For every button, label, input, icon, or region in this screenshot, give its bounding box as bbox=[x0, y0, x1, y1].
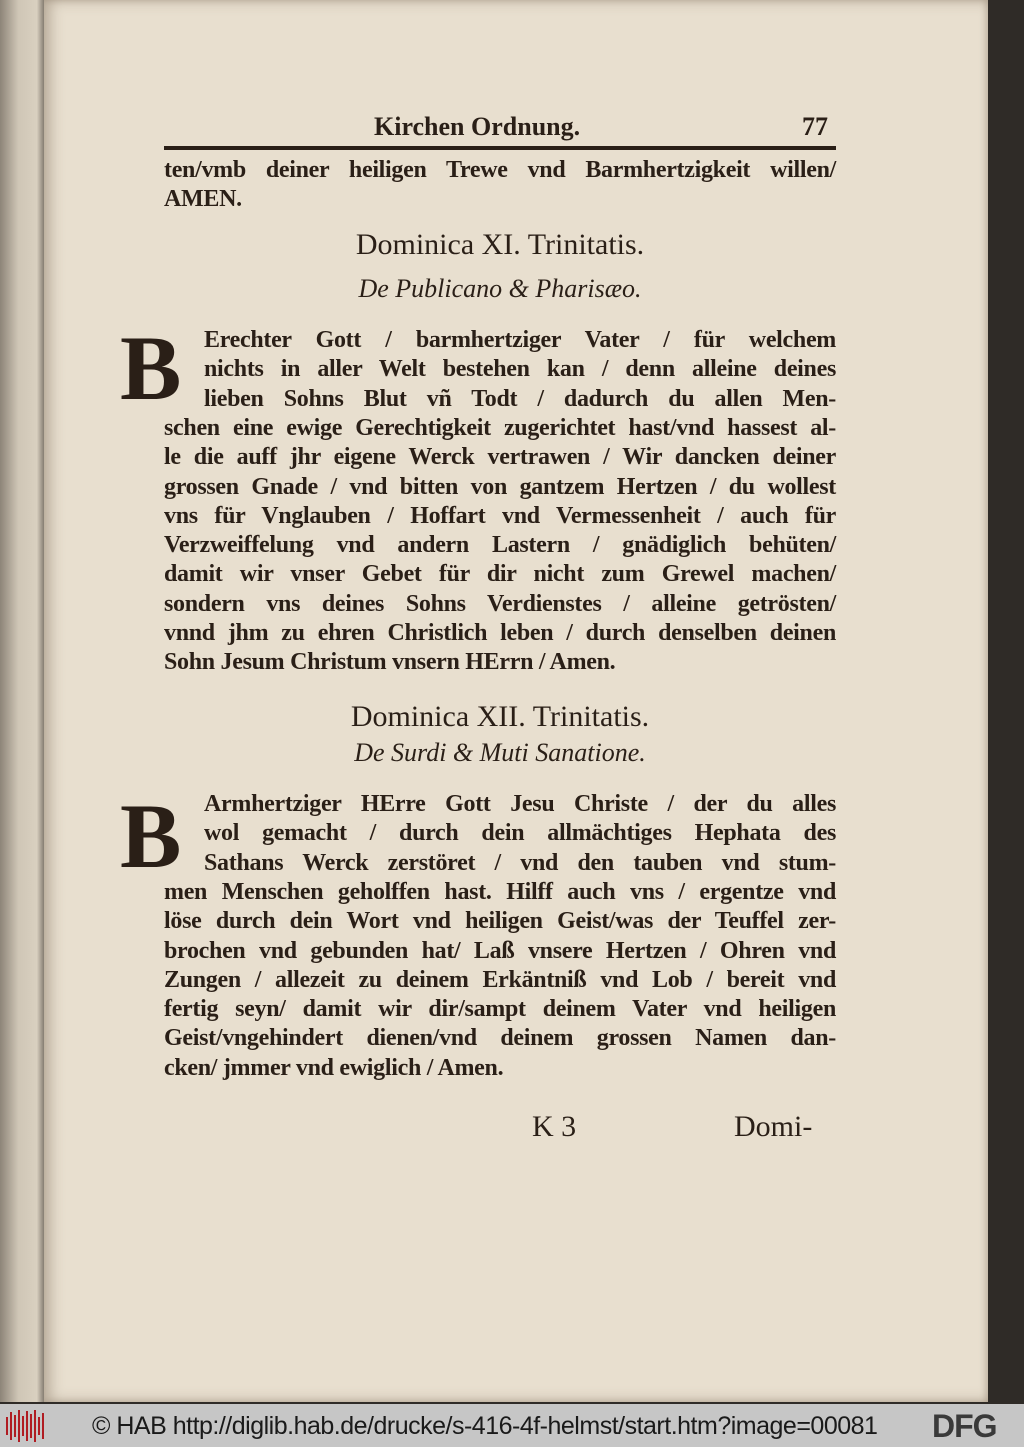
text-line: vnnd jhm zu ehren Christlich leben / durch denselben deinen bbox=[164, 620, 836, 646]
text-line: damit wir vnser Gebet für dir nicht zum Grewel machen/ bbox=[164, 561, 836, 588]
text-line: schen eine ewige Gerechtigkeit zugerichtet hast/vnd hassest al- bbox=[164, 414, 836, 441]
text-line: sondern vns deines Sohns Verdienstes / alleine getrösten/ bbox=[164, 590, 836, 617]
text-line: nichts in aller Welt bestehen kan / denn alleine deines bbox=[204, 356, 836, 383]
section-title: Dominica XII. Trinitatis. bbox=[350, 700, 650, 733]
text-line: Verzweiffelung vnd andern Lastern / gnädiglich behüten/ bbox=[164, 532, 836, 559]
text-line: Armhertziger HErre Gott Jesu Christe / der du alles bbox=[204, 791, 836, 817]
text-line: wol gemacht / durch dein allmächtiges Hephata des bbox=[204, 820, 836, 847]
text-line: löse durch dein Wort vnd heiligen Geist/was der Teuffel zer- bbox=[164, 908, 836, 935]
section-title: Dominica XI. Trinitatis. bbox=[355, 228, 645, 261]
drop-initial: B bbox=[120, 785, 182, 887]
text-line: cken/ jmmer vnd ewiglich / Amen. bbox=[164, 1054, 504, 1081]
text-line: Geist/vngehindert dienen/vnd deinem grossen Namen dan- bbox=[164, 1025, 836, 1052]
book-page bbox=[44, 0, 988, 1402]
catchword: Domi- bbox=[734, 1110, 813, 1143]
copyright-link[interactable]: © HAB http://diglib.hab.de/drucke/s-416-4f-helmst/start.htm?image=00081 bbox=[92, 1412, 878, 1440]
page-number: 77 bbox=[802, 112, 828, 141]
hab-logo-icon bbox=[6, 1410, 46, 1442]
drop-initial: B bbox=[120, 317, 182, 419]
section-subtitle: De Publicano & Pharisæo. bbox=[358, 274, 642, 303]
running-head: Kirchen Ordnung. bbox=[374, 112, 581, 141]
footer-bar bbox=[0, 1404, 1024, 1447]
text-line: AMEN. bbox=[164, 186, 242, 212]
text-line: ten/vmb deiner heiligen Trewe vnd Barmhertzigkeit willen/ bbox=[164, 157, 836, 183]
signature-mark: K 3 bbox=[532, 1110, 577, 1143]
text-line: lieben Sohns Blut vñ Todt / dadurch du allen Men- bbox=[204, 385, 836, 412]
text-line: fertig seyn/ damit wir dir/sampt deinem Vater vnd heiligen bbox=[164, 996, 836, 1023]
dfg-logo: DFG bbox=[932, 1408, 997, 1444]
section-subtitle: De Surdi & Muti Sanatione. bbox=[354, 738, 646, 767]
text-line: men Menschen geholffen hast. Hilff auch vns / ergentze vnd bbox=[164, 878, 836, 905]
header-rule bbox=[164, 146, 836, 150]
text-line: brochen vnd gebunden hat/ Laß vnsere Hertzen / Ohren vnd bbox=[164, 937, 836, 964]
text-line: vns für Vnglauben / Hoffart vnd Vermessenheit / auch für bbox=[164, 502, 836, 529]
text-line: le die auff jhr eigene Werck vertrawen / Wir dancken deiner bbox=[164, 444, 836, 471]
text-line: Sohn Jesum Christum vnsern HErrn / Amen. bbox=[164, 649, 616, 676]
adjacent-page-edge bbox=[0, 0, 46, 1402]
text-line: grossen Gnade / vnd bitten von gantzem Hertzen / du wollest bbox=[164, 473, 836, 500]
text-line: Sathans Werck zerstöret / vnd den tauben vnd stum- bbox=[204, 849, 836, 876]
text-line: Erechter Gott / barmhertziger Vater / für welchem bbox=[204, 327, 836, 353]
text-line: Zungen / allezeit zu deinem Erkäntniß vnd Lob / bereit vnd bbox=[164, 966, 836, 993]
